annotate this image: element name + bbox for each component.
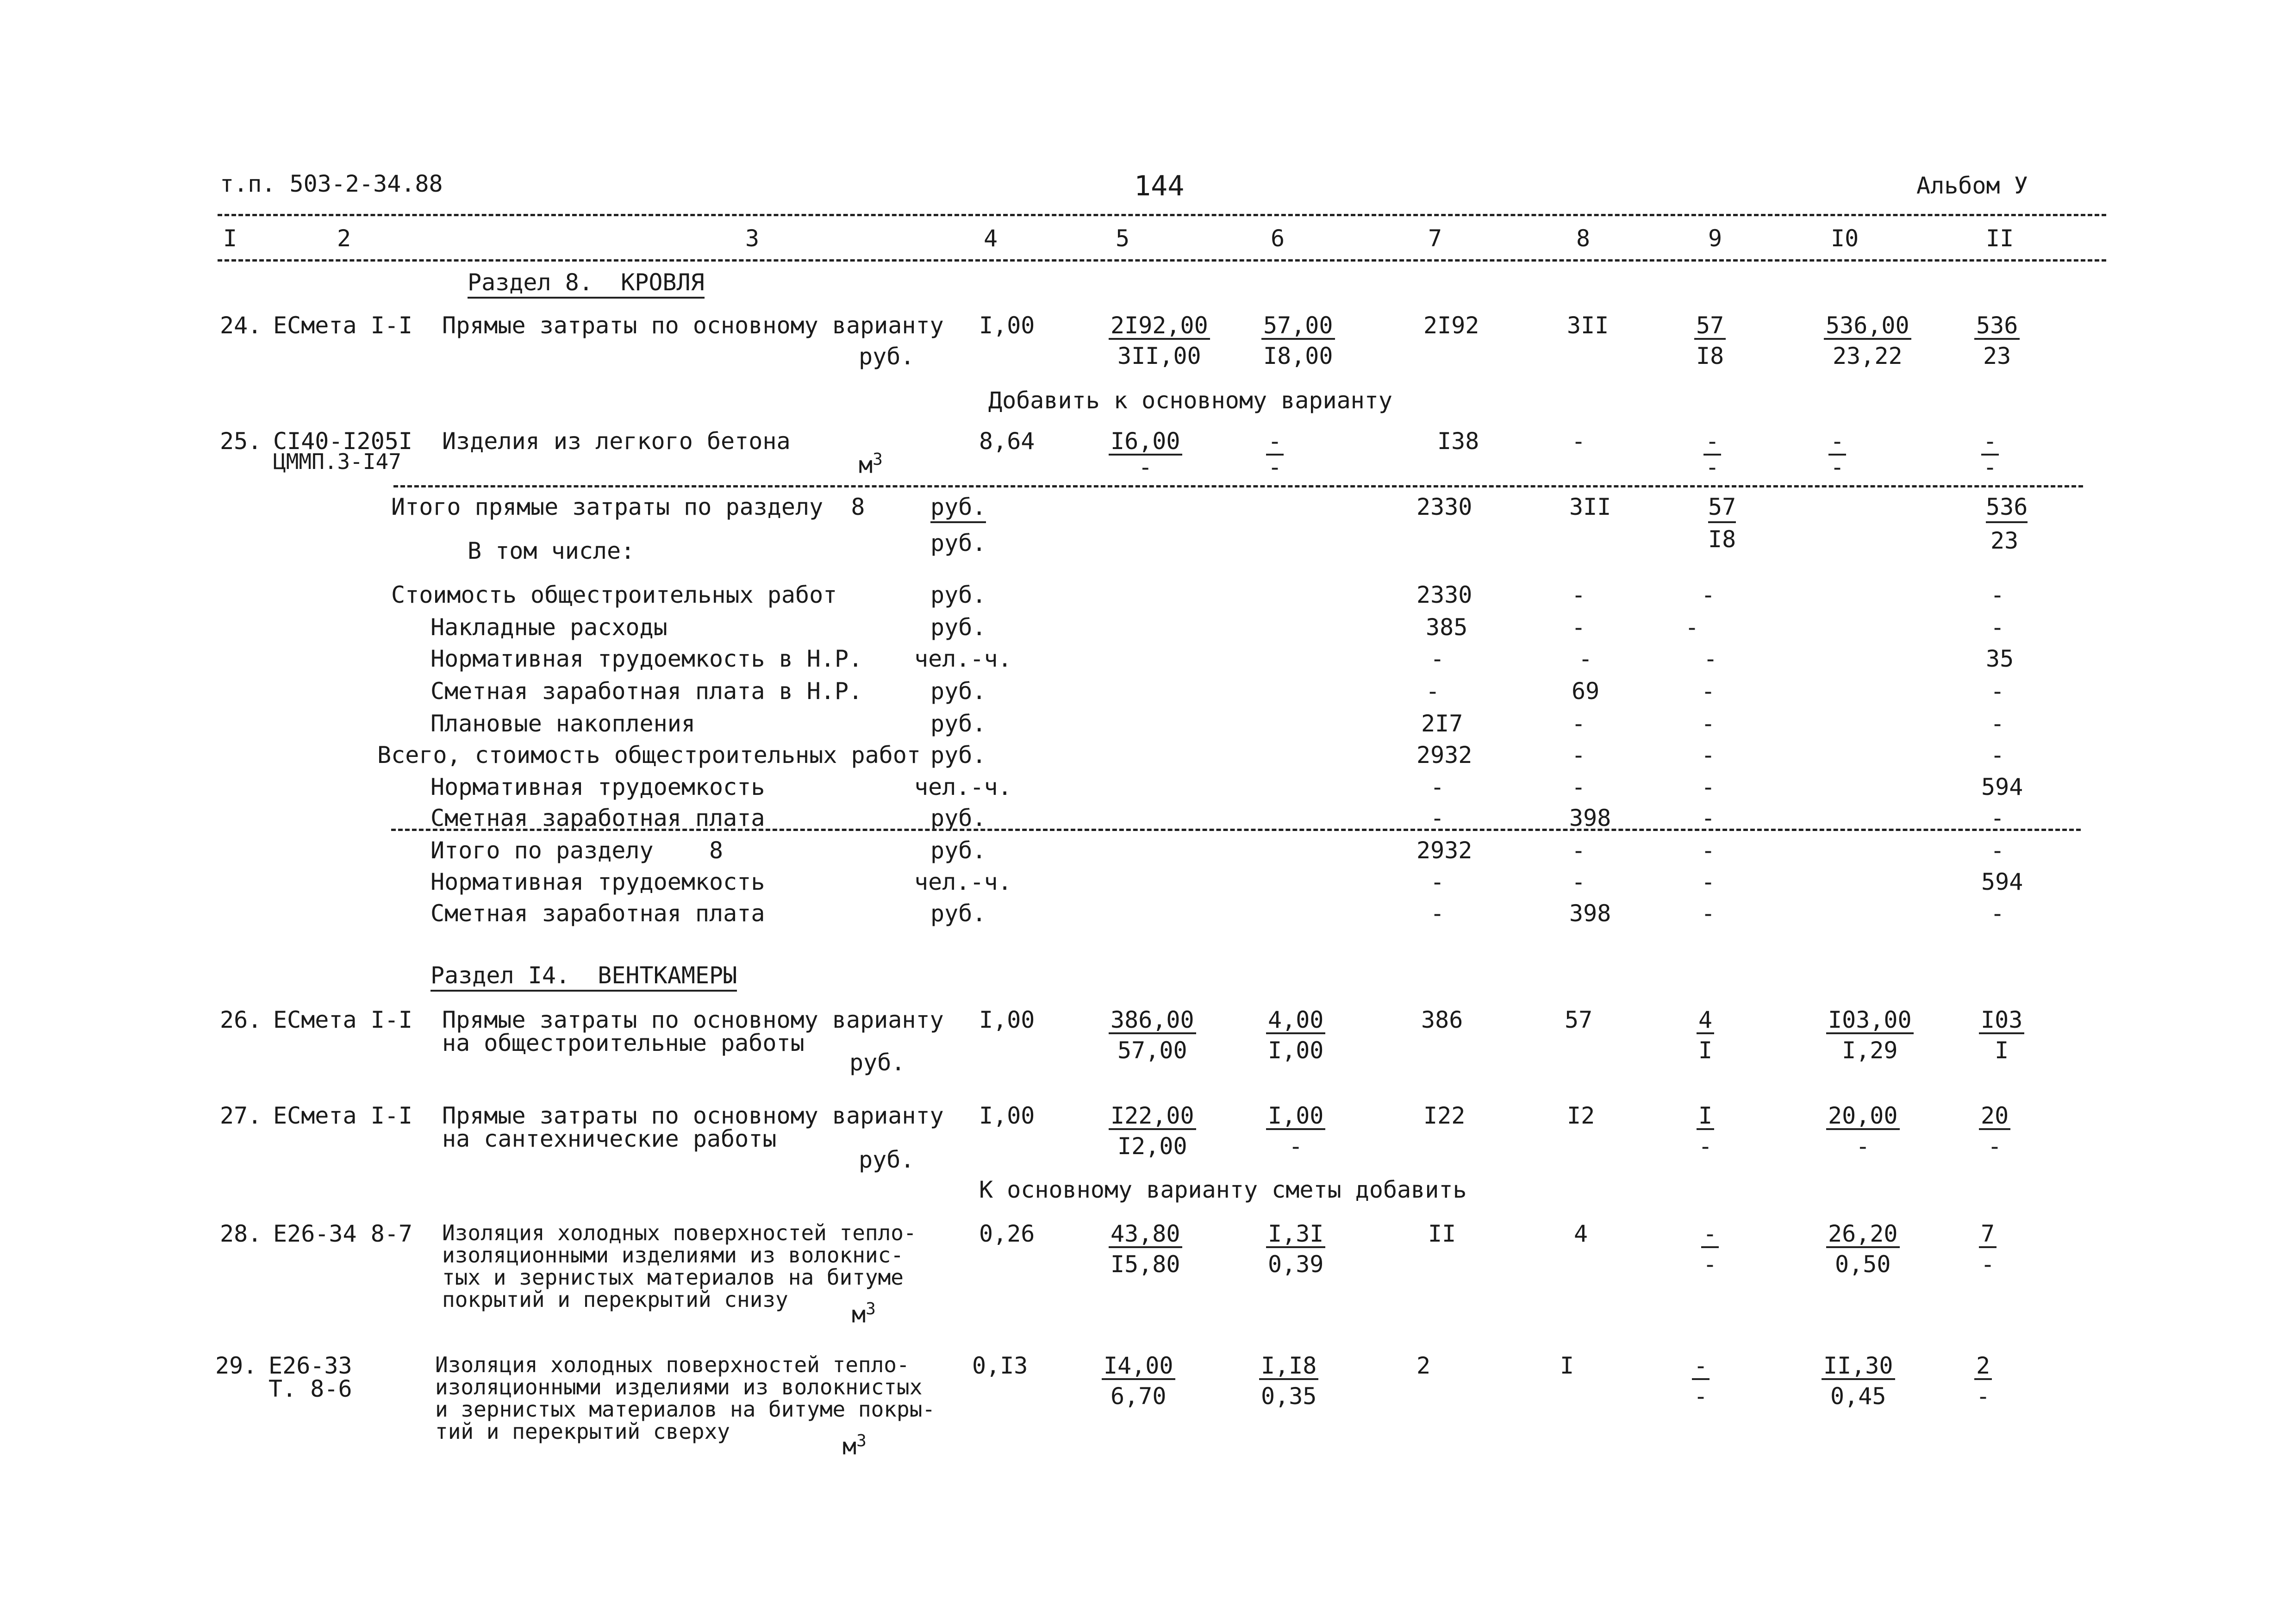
summary-wages-col9: - bbox=[1701, 805, 1716, 831]
row-27-col11: 20 - bbox=[1979, 1104, 2010, 1158]
summary-section-labor-col9: - bbox=[1701, 868, 1716, 895]
row-26-col5: $\frac{386,00}{57,00}$ bbox=[1109, 1008, 1196, 1062]
summary-section-total-unit: руб. bbox=[930, 837, 986, 864]
row-27-unit: руб. bbox=[859, 1146, 915, 1173]
section-14-title: Раздел I4. ВЕНТКАМЕРЫ bbox=[430, 964, 737, 987]
row-24-col11: $\frac{536}{23}$ bbox=[1974, 314, 2020, 368]
summary-general-cost-col9: - bbox=[1701, 581, 1716, 608]
row-27-description: Прямые затраты по основному варианту bbox=[442, 1102, 944, 1129]
row-26-unit: руб. bbox=[849, 1049, 905, 1076]
summary-wages-col8: 398 bbox=[1569, 805, 1611, 831]
col-3: 3 bbox=[745, 225, 760, 252]
summary-planned-savings-col8: - bbox=[1572, 710, 1586, 737]
col-6: 6 bbox=[1271, 225, 1285, 252]
col-11: II bbox=[1986, 225, 2014, 252]
row-26-col8: 57 bbox=[1565, 1006, 1593, 1033]
row-24-code: ЕСмета I-I bbox=[273, 312, 413, 339]
row-24-col10: $\frac{536,00}{23,22}$ bbox=[1824, 314, 1911, 368]
summary-general-cost-unit: руб. bbox=[930, 581, 986, 608]
summary-labor-nr-col11: 35 bbox=[1986, 645, 2014, 672]
row-25-col5: I6,00 - bbox=[1109, 430, 1182, 479]
summary-general-cost-col11: - bbox=[1990, 581, 2005, 608]
header-rule-top bbox=[218, 214, 2106, 216]
summary-grand-general-col9: - bbox=[1701, 742, 1716, 768]
row-27-col8: I2 bbox=[1567, 1102, 1595, 1129]
row-28-description-4: покрытий и перекрытий снизу bbox=[442, 1287, 788, 1312]
row-28-code: Е26-34 8-7 bbox=[273, 1220, 413, 1247]
row-28-col11: 7 - bbox=[1979, 1222, 1997, 1276]
row-28-description-1: Изоляция холодных поверхностей тепло- bbox=[442, 1220, 917, 1245]
summary-total-direct-unit: руб. bbox=[930, 495, 986, 518]
row-29-code: Е26-33 bbox=[268, 1352, 352, 1379]
summary-section-total-col8: - bbox=[1572, 837, 1586, 864]
section-8-title: Раздел 8. КРОВЛЯ bbox=[468, 271, 705, 294]
summary-labor-nr-label: Нормативная трудоемкость в Н.Р. bbox=[430, 645, 863, 672]
row-29-col8: I bbox=[1560, 1352, 1574, 1379]
row-24-col9: $\frac{57}{I8}$ bbox=[1694, 314, 1726, 368]
row-29-description-3: и зернистых материалов на битуме покры- bbox=[435, 1397, 936, 1422]
summary-section-total-col11: - bbox=[1990, 837, 2005, 864]
row-25-col10: - - bbox=[1828, 430, 1846, 479]
row-26-code: ЕСмета I-I bbox=[273, 1006, 413, 1033]
row-29-col11: 2 - bbox=[1974, 1354, 1992, 1408]
row-28-unit: $м^3$ bbox=[852, 1299, 876, 1328]
row-29-unit: $м^3$ bbox=[842, 1431, 867, 1460]
summary-wages-nr-unit: руб. bbox=[930, 678, 986, 705]
summary-general-cost-label: Стоимость общестроительных работ bbox=[391, 581, 837, 608]
summary-labor-nr-col9: - bbox=[1703, 645, 1718, 672]
row-27-qty: I,00 bbox=[979, 1102, 1035, 1129]
row-28-col7: II bbox=[1428, 1220, 1456, 1247]
summary-wages-col7: - bbox=[1430, 805, 1445, 831]
album-label: Альбом У bbox=[1916, 172, 2028, 199]
summary-total-direct-col7: 2330 bbox=[1416, 493, 1472, 520]
summary-labor-nr-col8: - bbox=[1578, 645, 1593, 672]
summary-overhead-unit: руб. bbox=[930, 614, 986, 641]
summary-planned-savings-col9: - bbox=[1701, 710, 1716, 737]
summary-general-cost-col8: - bbox=[1572, 581, 1586, 608]
summary-section-total-label: Итого по разделу 8 bbox=[430, 837, 724, 864]
summary-labor-label: Нормативная трудоемкость bbox=[430, 774, 765, 800]
row-29-qty: 0,I3 bbox=[972, 1352, 1028, 1379]
row-25-code: СI40-I205I bbox=[273, 428, 413, 455]
col-2: 2 bbox=[337, 225, 351, 252]
row-25-col11: - - bbox=[1981, 430, 1999, 479]
summary-labor-col9: - bbox=[1701, 774, 1716, 800]
row-28-description-2: изоляционными изделиями из волокнис- bbox=[442, 1243, 904, 1268]
summary-grand-general-col8: - bbox=[1572, 742, 1586, 768]
summary-wages-nr-col11: - bbox=[1990, 678, 2005, 705]
summary-overhead-label: Накладные расходы bbox=[430, 614, 668, 641]
row-29-col7: 2 bbox=[1416, 1352, 1431, 1379]
summary-including-unit: руб. bbox=[930, 530, 986, 556]
row-27-description-2: на сантехнические работы bbox=[442, 1125, 777, 1152]
summary-wages-unit: руб. bbox=[930, 805, 986, 831]
summary-section-labor-col7: - bbox=[1430, 868, 1445, 895]
row-25-code-ref: ЦММП.3-I47 bbox=[273, 449, 401, 474]
summary-overhead-col7: 385 bbox=[1426, 614, 1468, 641]
row-25-col9: - - bbox=[1703, 430, 1721, 479]
summary-including-col9: I8 bbox=[1708, 526, 1736, 553]
row-28-col5: $\frac{43,80}{I5,80}$ bbox=[1109, 1222, 1182, 1276]
summary-labor-nr-unit: чел.-ч. bbox=[914, 645, 1012, 672]
row-26-description-2: на общестроительные работы bbox=[442, 1030, 805, 1056]
row-24-description: Прямые затраты по основному варианту bbox=[442, 312, 944, 339]
col-1: I bbox=[223, 225, 237, 252]
row-27-col7: I22 bbox=[1423, 1102, 1466, 1129]
row-28-col8: 4 bbox=[1574, 1220, 1588, 1247]
row-28-col9: - - bbox=[1701, 1222, 1719, 1276]
summary-planned-savings-col7: 2I7 bbox=[1421, 710, 1463, 737]
row-26-description: Прямые затраты по основному варианту bbox=[442, 1006, 944, 1033]
summary-overhead-col11: - bbox=[1990, 614, 2005, 641]
subtotal-rule bbox=[393, 485, 2083, 487]
col-10: I0 bbox=[1831, 225, 1859, 252]
summary-total-direct-col11: 536 bbox=[1986, 495, 2028, 518]
summary-total-direct-label: Итого прямые затраты по разделу 8 bbox=[391, 493, 865, 520]
row-27-col5: $\frac{I22,00}{I2,00}$ bbox=[1109, 1104, 1196, 1158]
row-29-col10: $\frac{II,30}{0,45}$ bbox=[1822, 1354, 1895, 1408]
row-28-col6: $\frac{I,3I}{0,39}$ bbox=[1266, 1222, 1325, 1276]
summary-total-direct-col9: 57 bbox=[1708, 495, 1736, 518]
summary-planned-savings-col11: - bbox=[1990, 710, 2005, 737]
summary-section-wages-col8: 398 bbox=[1569, 900, 1611, 927]
col-7: 7 bbox=[1428, 225, 1442, 252]
summary-section-labor-col8: - bbox=[1572, 868, 1586, 895]
doc-code: т.п. 503-2-34.88 bbox=[220, 170, 443, 197]
summary-including-label: В том числе: bbox=[468, 537, 635, 564]
row-29-code-ref: Т. 8-6 bbox=[268, 1375, 352, 1402]
summary-wages-nr-col7: - bbox=[1426, 678, 1440, 705]
add-to-estimate-note: К основному варианту сметы добавить bbox=[979, 1176, 1467, 1203]
summary-grand-general-col11: - bbox=[1990, 742, 2005, 768]
row-28-number: 28. bbox=[220, 1220, 262, 1247]
col-5: 5 bbox=[1116, 225, 1130, 252]
summary-overhead-col9: - bbox=[1685, 614, 1699, 641]
row-27-col6: I,00 - bbox=[1266, 1104, 1325, 1158]
summary-section-wages-col11: - bbox=[1990, 900, 2005, 927]
col-4: 4 bbox=[984, 225, 998, 252]
summary-section-total-col9: - bbox=[1701, 837, 1716, 864]
summary-wages-nr-col8: 69 bbox=[1572, 678, 1600, 705]
row-26-col11: $\frac{I03}{I}$ bbox=[1979, 1008, 2024, 1062]
row-25-number: 25. bbox=[220, 428, 262, 455]
summary-grand-general-label: Всего, стоимость общестроительных работ bbox=[377, 742, 921, 768]
row-24-col7: 2I92 bbox=[1423, 312, 1479, 339]
summary-labor-col11: 594 bbox=[1981, 774, 2023, 800]
row-29-col9: - - bbox=[1692, 1354, 1710, 1408]
summary-including-col11: 23 bbox=[1990, 527, 2019, 554]
row-26-number: 26. bbox=[220, 1006, 262, 1033]
page-number: 144 bbox=[1134, 170, 1185, 202]
row-29-col6: $\frac{I,I8}{0,35}$ bbox=[1259, 1354, 1318, 1408]
summary-overhead-col8: - bbox=[1572, 614, 1586, 641]
row-26-col10: $\frac{I03,00}{I,29}$ bbox=[1826, 1008, 1914, 1062]
row-25-col6: - - bbox=[1266, 430, 1284, 479]
summary-labor-nr-col7: - bbox=[1430, 645, 1445, 672]
summary-section-wages-col9: - bbox=[1701, 900, 1716, 927]
summary-section-labor-label: Нормативная трудоемкость bbox=[430, 868, 765, 895]
header-rule-bottom bbox=[218, 259, 2106, 262]
row-27-code: ЕСмета I-I bbox=[273, 1102, 413, 1129]
row-26-col7: 386 bbox=[1421, 1006, 1463, 1033]
row-29-col5: $\frac{I4,00}{6,70}$ bbox=[1102, 1354, 1175, 1408]
row-29-number: 29. bbox=[215, 1352, 257, 1379]
row-24-col6: $\frac{57,00}{I8,00}$ bbox=[1261, 314, 1335, 368]
col-9: 9 bbox=[1708, 225, 1722, 252]
row-24-number: 24. bbox=[220, 312, 262, 339]
row-25-qty: 8,64 bbox=[979, 428, 1035, 455]
row-25-col8: - bbox=[1572, 428, 1586, 455]
summary-section-wages-label: Сметная заработная плата bbox=[430, 900, 765, 927]
row-26-col6: $\frac{4,00}{I,00}$ bbox=[1266, 1008, 1325, 1062]
row-25-description: Изделия из легкого бетона bbox=[442, 428, 791, 455]
row-27-number: 27. bbox=[220, 1102, 262, 1129]
summary-total-direct-col8: 3II bbox=[1569, 493, 1611, 520]
row-29-description-4: тий и перекрытий сверху bbox=[435, 1419, 730, 1444]
summary-planned-savings-label: Плановые накопления bbox=[430, 710, 695, 737]
row-24-unit: руб. bbox=[859, 343, 915, 370]
row-29-description-1: Изоляция холодных поверхностей тепло- bbox=[435, 1352, 910, 1377]
row-24-qty: I,00 bbox=[979, 312, 1035, 339]
summary-grand-general-col7: 2932 bbox=[1416, 742, 1472, 768]
row-28-description-3: тых и зернистых материалов на битуме bbox=[442, 1265, 904, 1290]
row-25-col7: I38 bbox=[1437, 428, 1479, 455]
summary-labor-unit: чел.-ч. bbox=[914, 774, 1012, 800]
row-27-col9: I - bbox=[1697, 1104, 1714, 1158]
row-29-description-2: изоляционными изделиями из волокнистых bbox=[435, 1374, 923, 1399]
summary-section-wages-col7: - bbox=[1430, 900, 1445, 927]
summary-labor-col8: - bbox=[1572, 774, 1586, 800]
row-24-col8: 3II bbox=[1567, 312, 1609, 339]
add-to-variant-note: Добавить к основному варианту bbox=[988, 387, 1392, 414]
summary-section-labor-col11: 594 bbox=[1981, 868, 2023, 895]
summary-section-wages-unit: руб. bbox=[930, 900, 986, 927]
row-25-unit: $м^3$ bbox=[859, 450, 883, 479]
row-26-col9: $\frac{4}{I}$ bbox=[1697, 1008, 1714, 1062]
summary-wages-nr-col9: - bbox=[1701, 678, 1716, 705]
summary-wages-nr-label: Сметная заработная плата в Н.Р. bbox=[430, 678, 863, 705]
summary-general-cost-col7: 2330 bbox=[1416, 581, 1472, 608]
row-28-col10: $\frac{26,20}{0,50}$ bbox=[1826, 1222, 1900, 1276]
section-total-rule bbox=[391, 829, 2081, 831]
row-24-col5: $\frac{2I92,00}{3II,00}$ bbox=[1109, 314, 1210, 368]
row-28-qty: 0,26 bbox=[979, 1220, 1035, 1247]
row-26-qty: I,00 bbox=[979, 1006, 1035, 1033]
summary-grand-general-unit: руб. bbox=[930, 742, 986, 768]
summary-section-total-col7: 2932 bbox=[1416, 837, 1472, 864]
summary-section-labor-unit: чел.-ч. bbox=[914, 868, 1012, 895]
summary-labor-col7: - bbox=[1430, 774, 1445, 800]
summary-wages-col11: - bbox=[1990, 805, 2005, 831]
summary-wages-label: Сметная заработная плата bbox=[430, 805, 765, 831]
row-27-col10: 20,00 - bbox=[1826, 1104, 1900, 1158]
col-8: 8 bbox=[1576, 225, 1591, 252]
summary-planned-savings-unit: руб. bbox=[930, 710, 986, 737]
